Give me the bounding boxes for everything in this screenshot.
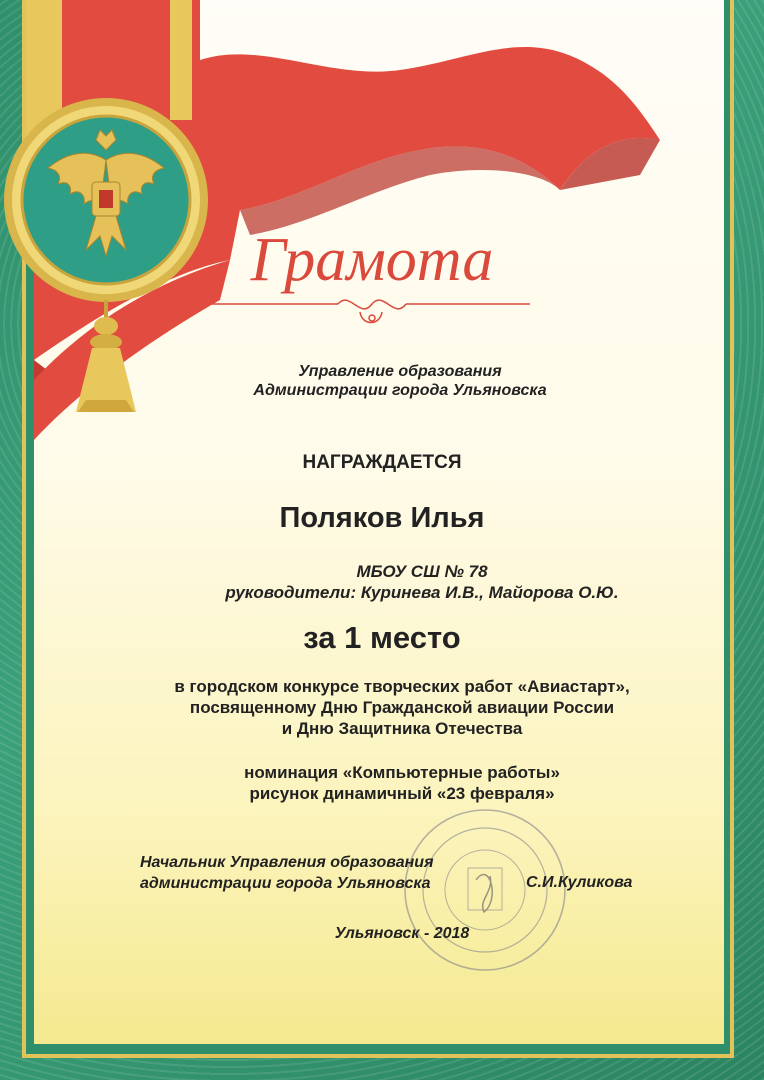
nomination — [20, 762, 764, 804]
signatory-name: С.И.Куликова — [526, 874, 633, 891]
signatory-position-line-1: Начальник Управления образования — [140, 854, 434, 871]
organization — [150, 362, 650, 400]
award-reason — [20, 676, 764, 739]
signatory-position-line-2: администрации города Ульяновска — [140, 875, 431, 892]
school-block — [40, 561, 764, 603]
place-and-year: Ульяновск - 2018 — [334, 925, 470, 942]
ornament-divider-icon — [212, 300, 530, 322]
coat-of-arms-icon — [4, 98, 208, 302]
school-name: МБОУ СШ № 78 — [356, 562, 488, 581]
organization-line-2: Администрации города Ульяновска — [253, 382, 547, 399]
reason-line-3: и Дню Защитника Отечества — [281, 719, 523, 738]
nomination-line-1: номинация «Компьютерные работы» — [244, 763, 560, 782]
awarded-label: НАГРАЖДАЕТСЯ — [302, 452, 462, 473]
award-place: за 1 место — [303, 620, 461, 655]
signatory-position — [140, 852, 434, 894]
supervisors: руководители: Куринева И.В., Майорова О.Ю. — [225, 583, 619, 602]
reason-line-2: посвященному Дню Гражданской авиации России — [189, 698, 615, 717]
certificate-title: Грамота — [250, 226, 494, 294]
nomination-line-2: рисунок динамичный «23 февраля» — [249, 784, 555, 803]
organization-line-1: Управление образования — [298, 363, 502, 380]
reason-line-1: в городском конкурсе творческих работ «Авиастарт», — [174, 677, 630, 696]
recipient-name: Поляков Илья — [279, 502, 485, 534]
